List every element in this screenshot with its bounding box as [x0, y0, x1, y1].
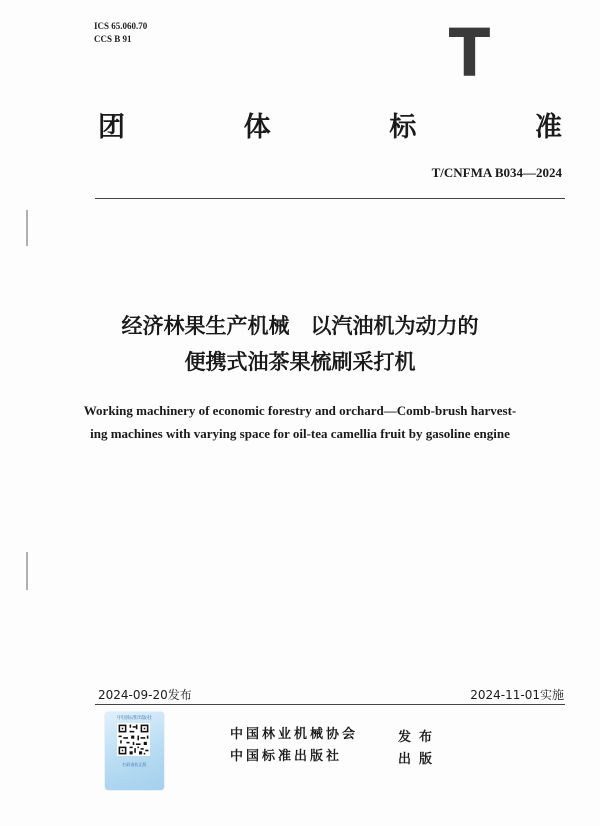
- press-org: 中国标准出版社: [230, 749, 343, 764]
- standard-type-char: 团: [98, 112, 125, 143]
- english-title-line-1: Working machinery of economic forestry and orchard—Comb-brush harvest-: [83, 403, 517, 418]
- implement-date: 2024-11-01实施: [470, 688, 564, 702]
- sticker-footer: 扫码查验正版: [122, 762, 147, 767]
- chinese-title-line-1: 经济林果生产机械 以汽油机为动力的: [121, 314, 479, 338]
- standard-type-char: 准: [534, 112, 562, 143]
- standard-number: T/CNFMA B034—2024: [431, 165, 562, 180]
- standard-mark-logo: T: [448, 15, 491, 92]
- footer-divider: [95, 704, 565, 705]
- classification-codes: [94, 20, 147, 46]
- header-divider: [95, 198, 565, 199]
- issue-date: 2024-09-20发布: [98, 688, 192, 702]
- ccs-code: CCS B 91: [94, 34, 132, 44]
- english-title-line-2: ing machines with varying space for oil-tea camellia fruit by gasoline engine: [90, 426, 510, 441]
- publisher-role: 发布: [398, 730, 441, 745]
- standard-type-char: 体: [243, 112, 271, 143]
- sticker-header: 中国标准出版社: [116, 715, 152, 721]
- publisher-org: 中国林业机械协会: [230, 727, 359, 742]
- chinese-title-line-2: 便携式油茶果梳刷采打机: [184, 350, 416, 374]
- standard-type-char: 标: [389, 112, 417, 143]
- scan-edge-mark: [26, 210, 28, 246]
- press-role: 出版: [398, 752, 441, 767]
- standard-type-heading: [98, 111, 562, 145]
- qr-code-icon: [117, 723, 150, 756]
- scan-edge-mark: [26, 552, 28, 590]
- ics-code: ICS 65.060.70: [94, 21, 148, 31]
- anti-counterfeit-sticker: [105, 712, 164, 790]
